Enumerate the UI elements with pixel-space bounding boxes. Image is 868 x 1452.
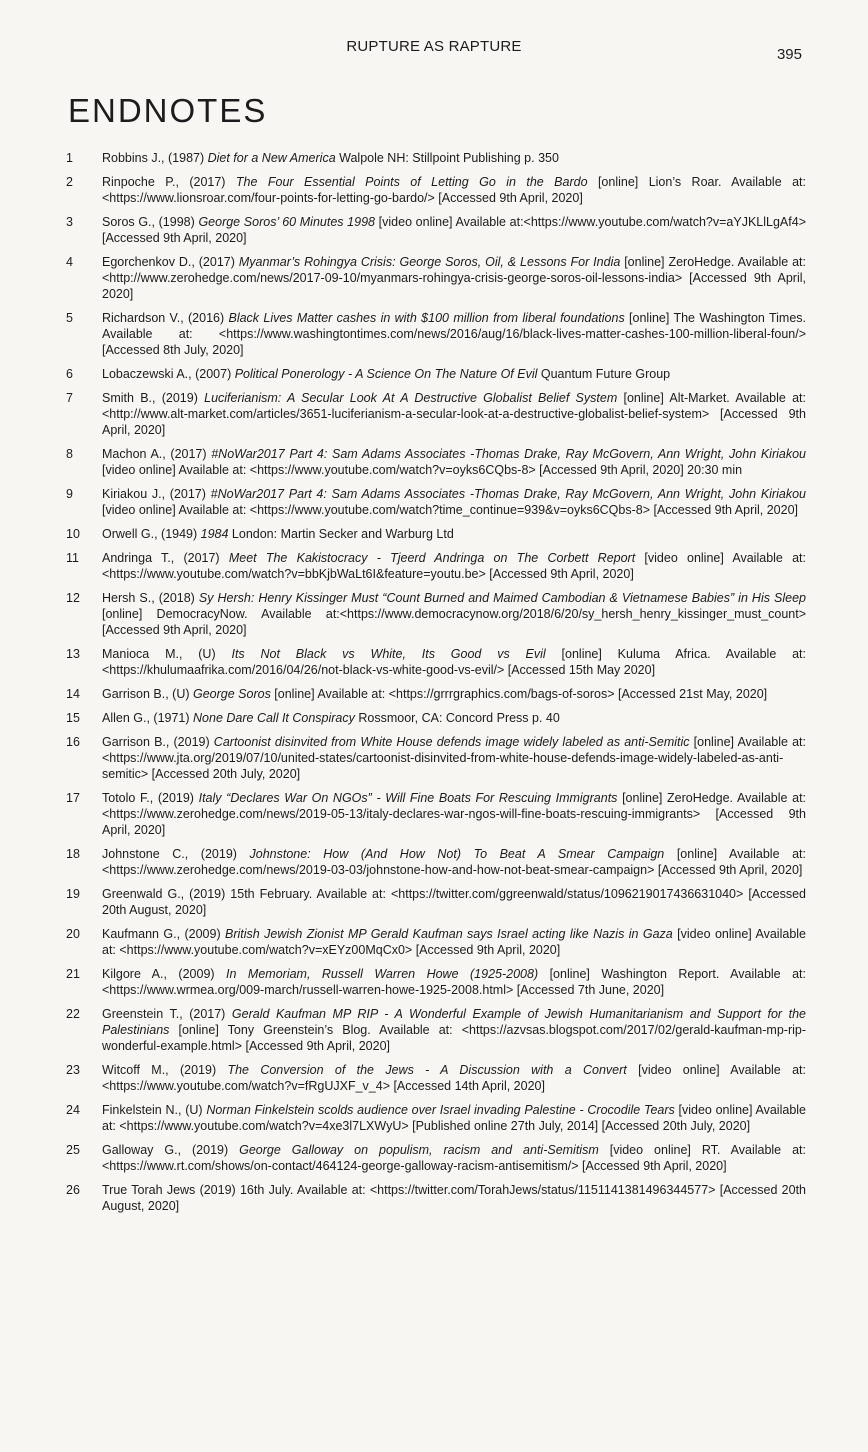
endnote-author: Galloway G., (2019)	[102, 1143, 240, 1157]
endnote-work-title: Norman Finkelstein scolds audience over Israel invading Palestine - Crocodile Tears	[206, 1103, 675, 1117]
endnote-number: 16	[66, 735, 80, 749]
endnote-text	[102, 526, 806, 542]
endnote-source: [online] DemocracyNow. Available at:<https://www.democracynow.org/2018/6/20/sy_hersh_henry_kissinger_must_count> [Accessed 9th April, 2020]	[102, 607, 806, 637]
endnote-number: 12	[66, 591, 80, 605]
endnote-number: 23	[66, 1063, 80, 1077]
endnote-text	[102, 886, 806, 918]
endnote-author: Finkelstein N., (U)	[102, 1103, 207, 1117]
endnote-author: Andringa T., (2017)	[102, 551, 229, 565]
endnote-number: 24	[66, 1103, 80, 1117]
endnote-source: [online] Alt-Market. Available at: <http://www.alt-market.com/articles/3651-luciferianism-a-secular-look-at-a-destructive-globalist-belief-system> [Accessed 9th April, 2020]	[102, 391, 806, 437]
endnote-item	[66, 846, 806, 878]
endnote-text	[102, 1006, 806, 1054]
endnote-text	[102, 686, 806, 702]
endnote-author: Totolo F., (2019)	[102, 791, 199, 805]
endnote-item	[66, 1182, 806, 1214]
endnote-work-title: Italy “Declares War On NGOs” - Will Fine Boats For Rescuing Immigrants	[198, 791, 618, 805]
endnote-number: 10	[66, 527, 80, 541]
endnote-author: Kiriakou J., (2017)	[102, 487, 211, 501]
page-number: 395	[776, 46, 802, 63]
endnote-work-title: None Dare Call It Conspiracy	[193, 711, 355, 725]
endnote-work-title: George Soros’ 60 Minutes 1998	[198, 215, 375, 229]
endnote-item	[66, 174, 806, 206]
endnote-author: Soros G., (1998)	[102, 215, 199, 229]
endnote-text	[102, 366, 806, 382]
endnote-work-title: 1984	[200, 527, 229, 541]
endnote-text	[102, 1142, 806, 1174]
endnote-item	[66, 710, 806, 726]
endnote-text	[102, 390, 806, 438]
endnote-item	[66, 1142, 806, 1174]
endnote-work-title: In Memoriam, Russell Warren Howe (1925-2008)	[226, 967, 539, 981]
endnote-number: 22	[66, 1007, 80, 1021]
endnote-number: 13	[66, 647, 80, 661]
endnote-source: Quantum Future Group	[537, 367, 671, 381]
endnote-item	[66, 214, 806, 246]
endnote-author: Hersh S., (2018)	[102, 591, 199, 605]
endnote-item	[66, 1102, 806, 1134]
endnote-text	[102, 486, 806, 518]
endnote-source: [video online] Available at: <https://www.youtube.com/watch?v=4xe3l7LXWyU> [Published online 27th July, 2014] [Accessed 20th July, 2020]	[102, 1103, 806, 1133]
endnote-text	[102, 590, 806, 638]
page-title: ENDNOTES	[68, 92, 268, 129]
endnote-number: 8	[66, 447, 73, 461]
endnote-number: 5	[66, 311, 73, 325]
endnote-text	[102, 646, 806, 678]
endnote-text	[102, 214, 806, 246]
endnote-work-title: #NoWar2017 Part 4: Sam Adams Associates -Thomas Drake, Ray McGovern, Ann Wright, John Kiriakou	[211, 447, 806, 461]
endnote-author: Richardson V., (2016)	[102, 311, 229, 325]
endnote-item	[66, 1006, 806, 1054]
endnote-source: London: Martin Secker and Warburg Ltd	[228, 527, 454, 541]
endnote-work-title: Luciferianism: A Secular Look At A Destructive Globalist Belief System	[204, 391, 618, 405]
endnote-number: 25	[66, 1143, 80, 1157]
endnote-work-title: Meet The Kakistocracy - Tjeerd Andringa on The Corbett Report	[228, 551, 636, 565]
endnote-source: [online] Lion’s Roar. Available at:<https://www.lionsroar.com/four-points-for-letting-go-bardo/> [Accessed 9th April, 2020]	[102, 175, 806, 205]
endnote-author: Kilgore A., (2009)	[102, 967, 227, 981]
endnote-source: Rossmoor, CA: Concord Press p. 40	[354, 711, 560, 725]
endnote-text	[102, 174, 806, 206]
endnote-item	[66, 446, 806, 478]
endnote-number: 20	[66, 927, 80, 941]
endnote-number: 15	[66, 711, 80, 725]
endnote-text	[102, 966, 806, 998]
endnote-source: [video online] Available at: <https://www.youtube.com/watch?v=oyks6CQbs-8> [Accessed 9th April, 2020] 20:30 min	[102, 463, 743, 477]
endnote-work-title: Myanmar’s Rohingya Crisis: George Soros, Oil, & Lessons For India	[238, 255, 621, 269]
endnote-author: Rinpoche P., (2017)	[102, 175, 236, 189]
endnote-work-title: The Conversion of the Jews - A Discussion with a Convert	[227, 1063, 627, 1077]
endnote-source: [online] Washington Report. Available at: <https://www.wrmea.org/009-march/russell-warren-howe-1925-2008.html> [Accessed 7th June, 2020]	[102, 967, 806, 997]
endnote-source: [video online] RT. Available at: <https://www.rt.com/shows/on-contact/464124-george-galloway-racism-antisemitism/> [Accessed 9th April, 2020]	[102, 1143, 806, 1173]
endnote-text	[102, 310, 806, 358]
endnote-item	[66, 646, 806, 678]
endnote-text	[102, 1062, 806, 1094]
endnote-text	[102, 550, 806, 582]
endnote-text	[102, 446, 806, 478]
endnote-author: Garrison B., (2019)	[102, 735, 214, 749]
endnote-text	[102, 150, 806, 166]
endnote-work-title: George Soros	[193, 687, 271, 701]
endnote-text	[102, 790, 806, 838]
endnote-text	[102, 710, 806, 726]
endnote-item	[66, 366, 806, 382]
endnote-number: 26	[66, 1183, 80, 1197]
endnote-author: Witcoff M., (2019)	[102, 1063, 228, 1077]
endnote-source: [online] ZeroHedge. Available at:<https://www.zerohedge.com/news/2019-05-13/italy-declares-war-ngos-will-fine-boats-rescuing-immigrants> [Accessed 9th April, 2020]	[102, 791, 807, 837]
endnote-number: 21	[66, 967, 80, 981]
endnote-number: 9	[66, 487, 73, 501]
endnote-number: 1	[66, 151, 73, 165]
endnote-number: 11	[66, 551, 79, 565]
endnote-number: 2	[66, 175, 73, 189]
endnote-number: 6	[66, 367, 73, 381]
endnote-text	[102, 1182, 806, 1214]
endnote-work-title: #NoWar2017 Part 4: Sam Adams Associates -Thomas Drake, Ray McGovern, Ann Wright, John Kiriakou	[210, 487, 806, 501]
endnote-item	[66, 310, 806, 358]
endnote-source: [video online] Available at: <https://www.youtube.com/watch?v=xEYz00MqCx0> [Accessed 9th April, 2020]	[102, 927, 806, 957]
endnote-item	[66, 734, 806, 782]
endnote-author: Garrison B., (U)	[102, 687, 193, 701]
endnote-source: [online] Available at: <https://www.jta.org/2019/07/10/united-states/cartoonist-disinvited-from-white-house-defends-image-widely-labeled-as-anti-semitic> [Accessed 20th July, 2020]	[102, 735, 806, 781]
endnote-work-title: Cartoonist disinvited from White House defends image widely labeled as anti-Semitic	[213, 735, 690, 749]
endnote-author: Kaufmann G., (2009)	[102, 927, 226, 941]
endnote-item	[66, 1062, 806, 1094]
endnote-author: Machon A., (2017)	[102, 447, 212, 461]
endnote-item	[66, 926, 806, 958]
endnote-author: Allen G., (1971)	[102, 711, 194, 725]
endnote-item	[66, 886, 806, 918]
endnote-item	[66, 550, 806, 582]
endnote-item	[66, 526, 806, 542]
endnote-source: [video online] Available at:<https://www.youtube.com/watch?v=bbKjbWaLt6I&feature=youtu.be> [Accessed 9th April, 2020]	[102, 551, 806, 581]
endnote-text	[102, 846, 806, 878]
endnote-text	[102, 254, 806, 302]
endnote-source: [video online] Available at:<https://www.youtube.com/watch?v=aYJKLlLgAf4> [Accessed 9th April, 2020]	[102, 215, 806, 245]
endnote-item	[66, 150, 806, 166]
endnote-text	[102, 1102, 806, 1134]
endnote-work-title: Johnstone: How (And How Not) To Beat A Smear Campaign	[249, 847, 665, 861]
endnote-source: [online] Kuluma Africa. Available at: <https://khulumaafrika.com/2016/04/26/not-black-vs-white-good-vs-evil/> [Accessed 15th May 2020]	[102, 647, 807, 677]
endnote-item	[66, 686, 806, 702]
endnote-source: Walpole NH: Stillpoint Publishing p. 350	[335, 151, 559, 165]
endnote-work-title: George Galloway on populism, racism and anti-Semitism	[239, 1143, 599, 1157]
endnote-work-title: Diet for a New America	[207, 151, 336, 165]
endnote-source: [online] Tony Greenstein’s Blog. Available at: <https://azvsas.blogspot.com/2017/02/gerald-kaufman-mp-rip-wonderful-example.html> [Accessed 9th April, 2020]	[102, 1023, 806, 1053]
endnote-item	[66, 390, 806, 438]
endnote-author: Egorchenkov D., (2017)	[102, 255, 239, 269]
endnote-item	[66, 790, 806, 838]
endnote-text	[102, 926, 806, 958]
endnote-author: Lobaczewski A., (2007)	[102, 367, 235, 381]
endnote-source: [online] Available at: <https://grrrgraphics.com/bags-of-soros> [Accessed 21st May, 2020]	[270, 687, 768, 701]
endnote-author: Greenstein T., (2017)	[102, 1007, 232, 1021]
endnote-work-title: Its Not Black vs White, Its Good vs Evil	[231, 647, 546, 661]
endnote-item	[66, 254, 806, 302]
running-head: RUPTURE AS RAPTURE	[346, 38, 522, 55]
endnote-number: 7	[66, 391, 73, 405]
endnote-number: 4	[66, 255, 73, 269]
endnote-work-title: Gerald Kaufman MP RIP - A Wonderful Example of Jewish Humanitarianism and Support for the Palestinians	[102, 1007, 806, 1037]
endnote-number: 3	[66, 215, 73, 229]
endnote-source: [video online] Available at: <https://www.youtube.com/watch?v=fRgUJXF_v_4> [Accessed 14th April, 2020]	[102, 1063, 806, 1093]
endnote-author: True Torah Jews (2019) 16th July. Available at: <https://twitter.com/TorahJews/status/1151141381496344577> [Accessed 20th August, 2020]	[102, 1183, 806, 1213]
endnote-author: Orwell G., (1949)	[102, 527, 201, 541]
endnote-author: Greenwald G., (2019) 15th February. Available at: <https://twitter.com/ggreenwald/status/1096219017436631040> [Accessed 20th August, 2020]	[102, 887, 806, 917]
endnote-author: Robbins J., (1987)	[102, 151, 208, 165]
endnote-number: 19	[66, 887, 80, 901]
endnote-number: 17	[66, 791, 80, 805]
endnote-number: 14	[66, 687, 80, 701]
endnote-source: [online] Available at: <https://www.zerohedge.com/news/2019-03-03/johnstone-how-and-how-not-beat-smear-campaign> [Accessed 9th April, 2020]	[102, 847, 806, 877]
endnote-item	[66, 486, 806, 518]
endnote-author: Manioca M., (U)	[102, 647, 232, 661]
endnote-work-title: The Four Essential Points of Letting Go in the Bardo	[235, 175, 588, 189]
endnote-text	[102, 734, 806, 782]
endnotes-list	[66, 150, 806, 1222]
endnote-source: [video online] Available at: <https://www.youtube.com/watch?time_continue=939&v=oyks6CQbs-8> [Accessed 9th April, 2020]	[102, 503, 799, 517]
endnote-author: Johnstone C., (2019)	[102, 847, 250, 861]
endnote-number: 18	[66, 847, 80, 861]
endnote-work-title: British Jewish Zionist MP Gerald Kaufman says Israel acting like Nazis in Gaza	[225, 927, 673, 941]
endnote-source: [online] ZeroHedge. Available at:<http://www.zerohedge.com/news/2017-09-10/myanmars-rohingya-crisis-george-soros-oil-lessons-india> [Accessed 9th April, 2020]	[102, 255, 806, 301]
endnote-item	[66, 966, 806, 998]
endnote-work-title: Political Ponerology - A Science On The Nature Of Evil	[234, 367, 538, 381]
endnote-item	[66, 590, 806, 638]
endnote-work-title: Sy Hersh: Henry Kissinger Must “Count Burned and Maimed Cambodian & Vietnamese Babies” in His Sleep	[198, 591, 806, 605]
endnote-work-title: Black Lives Matter cashes in with $100 million from liberal foundations	[228, 311, 625, 325]
endnote-source: [online] The Washington Times. Available at: <https://www.washingtontimes.com/news/2016/aug/16/black-lives-matter-cashes-100-million-liberal-foun/> [Accessed 8th July, 2020]	[102, 311, 807, 357]
endnote-author: Smith B., (2019)	[102, 391, 205, 405]
